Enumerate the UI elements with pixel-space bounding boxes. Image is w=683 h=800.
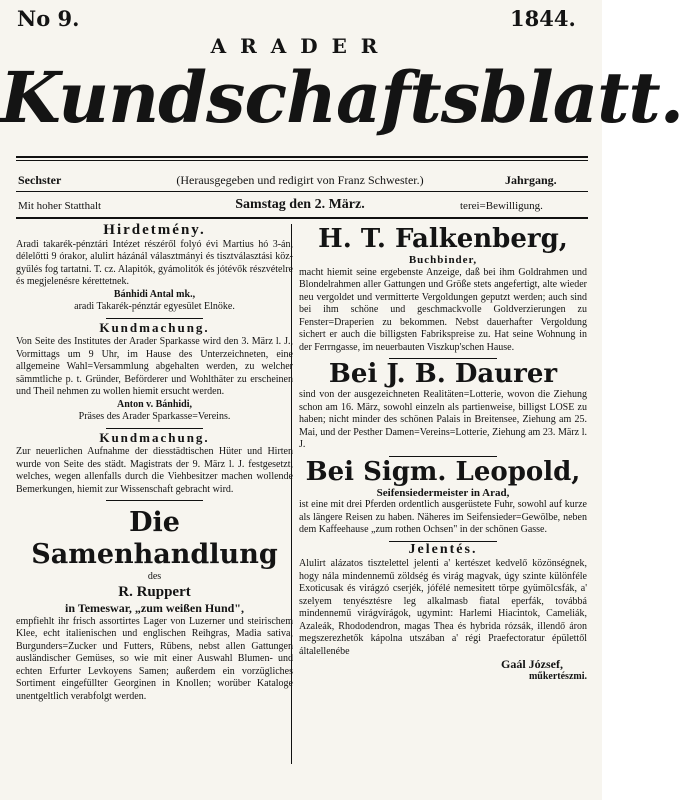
- issue-date: Samstag den 2. März.: [235, 197, 365, 212]
- samenhandlung-heading: Die Samenhandlung: [31, 507, 278, 570]
- divider: [106, 318, 203, 319]
- notice-signature-title: aradi Takarék-pénztár egyesület Elnöke.: [74, 301, 235, 312]
- daurer-body: sind von der ausgezeichneten Realitäten=Lotterie, wovon die Ziehung schon am 16. März, sowohl einzeln als partienweise, billigst LOSE zu haben; nicht minder des schönen Palais in Breitensee, Ziehung am 25. Mai, und der Pesther Damen=Vereins=Lotterie, Ziehung am 23. März l. J.: [299, 389, 587, 450]
- divider: [16, 191, 588, 192]
- falkenberg-subheading: Buchbinder,: [408, 254, 478, 266]
- samenhandlung-place: in Temeswar, „zum weißen Hund",: [65, 600, 244, 615]
- leopold-body: ist eine mit drei Pferden ordentlich ausgerüstete Fuhr, sowohl auf kurze als längere Reisen zu haben. Näheres im Seifensieder=Gewölbe, neben dem Kaffeehause „zum rothen Ochsen" in der schönen Gasse.: [299, 499, 587, 535]
- leopold-heading: Bei Sigm. Leopold,: [305, 456, 581, 487]
- kundmachung-heading: Kundmachung.: [99, 319, 210, 335]
- samenhandlung-des: des: [147, 571, 162, 582]
- kundmachung-body: Von Seite des Institutes der Arader Sparkasse wird den 3. März l. J., Vormittags um 9 Uhr, im Hause des Unterzeichneten, eine allgemeine Wahl=Versammlung abgehalten werden, zu welcher sämmtliche p. t. Gründer, Beförderer und Wohlthäter zu erscheinen und Theil nehmen zu wollen hiemit ersucht werden.: [16, 336, 293, 397]
- divider: [16, 156, 588, 158]
- jelentes-signature-title: műkertészmi.: [528, 670, 587, 682]
- jelentes-body: Alulirt alázatos tisztelettel jelenti a' kertészet kedvelő közönségnek, hogy nála mindennemű zöldség és virág magvak, úgy szinte különféle Exoticusak és virágzó cserjék, jófélé nemesitett törpe gyümölcsfák, a' szelyem tenyésztésre leg alkalmasb fiatal eperfák, továbbá mindennemű virágvírágok, ugymint: Harlemi Hiacintok, Cameliák, Azaleák, Rhododendron, magas Thea és hybrida rózsák, illendő áron megszerezhetők kápolna utszában a' régi Praefectoratur épülettől általellenébe: [299, 558, 587, 657]
- kundmachung2-body: Zur neuerlichen Aufnahme der diesstädtischen Hüter und Hirten wurde von Seite des städt. Magistrats der 9. März l. J. festgesetzt, welches, wegen allenfalls durch die Viehbesitzer machen wollende Bemerkungen, hiemit zur Wissenschaft gebracht wird.: [16, 446, 293, 495]
- right-column: [299, 224, 587, 683]
- year: 1844.: [510, 6, 576, 31]
- leopold-subheading: Seifensiedermeister in Arad,: [376, 486, 510, 499]
- falkenberg-heading: H. T. Falkenberg,: [318, 224, 568, 254]
- permission-left: Mit hoher Statthalt: [18, 200, 102, 212]
- masthead-title: Kundschaftsblatt.: [0, 56, 683, 139]
- volume-label: Sechster: [18, 173, 62, 187]
- divider: [106, 500, 203, 501]
- kundmachung2-heading: Kundmachung.: [99, 429, 210, 445]
- falkenberg-body: macht hiemit seine ergebenste Anzeige, daß bei ihm Goldrahmen und Blondelrahmen aller Gattungen und Größe stets angefertigt, alte wieder neu vergoldet und vermitterte Vergoldungen geputzt werden; auch sind bei ihm schöne und geschmackvolle Goldverzierungen zu Fenster=Draperien zu bekommen. Nebst dauerhafter Vergoldung sichert er auch die billigsten Fabrikspreise zu. Hat seine Wohnung in der Ferrngasse, im neuerbauten Viszkup'schen Hause.: [299, 266, 587, 353]
- publisher-line: (Herausgegeben und redigirt von Franz Schwester.): [176, 173, 424, 187]
- masthead-arader: ARADER: [210, 34, 392, 58]
- left-column: [16, 224, 293, 703]
- kundmachung-signature: Anton v. Bánhidi,: [116, 398, 193, 410]
- divider: [16, 217, 588, 219]
- notice-body: Aradi takarék-pénztári Intézet részéről folyó évi Martius hó 3-án, délelőtti 9 órakor, alulirt házánál választmányi és tisztválasztási köz-gyűlés fog tartatni. T. cz. Alapitók, gyámolitók és jótévők részvételre és megjelenésre kérettetnek.: [16, 238, 293, 287]
- divider: [106, 428, 203, 429]
- samenhandlung-name: R. Ruppert: [118, 583, 191, 600]
- divider: [16, 160, 588, 161]
- notice-heading: Hirdetmény.: [103, 222, 206, 238]
- daurer-heading: Bei J. B. Daurer: [328, 359, 558, 389]
- kundmachung-signature-title: Präses des Arader Sparkasse=Vereins.: [78, 411, 231, 422]
- samenhandlung-body: empfiehlt ihr frisch assortirtes Lager von Luzerner und steirischem Klee, echt italienischen und englischen Reihgras, Madia sativa, Burgunders=Zucker und Futters, Rübens, nebst allen Gattungen ausländischer Gemüses, so wie mit einer Auswahl Blumen- und echten Erfurter Levkoyens Samen; außerdem ein vorzügliches Sortiment eingefüllter Georginen in Knollen; worüber Kataloge unentgeltlich verabfolgt werden.: [16, 615, 293, 702]
- issue-number: No 9.: [17, 6, 80, 31]
- permission-right: terei=Bewilligung.: [460, 200, 543, 212]
- notice-signature: Bánhidi Antal mk.,: [113, 288, 196, 300]
- jahrgang-label: Jahrgang.: [505, 173, 557, 187]
- jelentes-signature: Gaál József,: [501, 657, 563, 671]
- jelentes-heading: Jelentés.: [408, 541, 478, 557]
